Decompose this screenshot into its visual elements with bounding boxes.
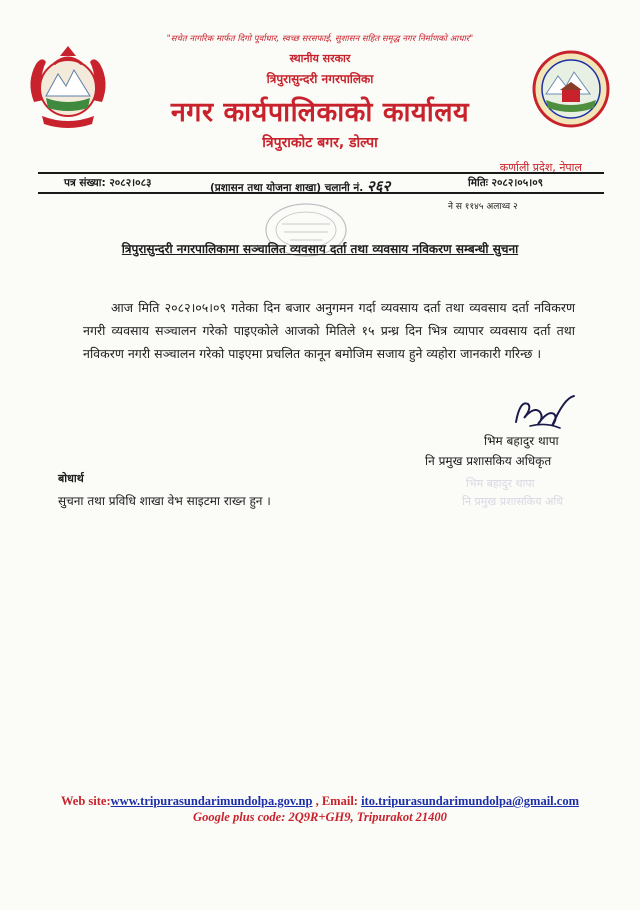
- bleed-through-designation: नि प्रमुख प्रशासकिय अधि: [462, 495, 563, 508]
- email-link[interactable]: ito.tripurasundarimundolpa@gmail.com: [361, 794, 579, 808]
- letterhead-motto: "सचेत नागरिक मार्फत दिगो पूर्वाधार, स्वच्छ सरसफाई, सुशासन सहित समृद्ध नगर निर्माणको आधार": [166, 34, 474, 44]
- municipality-name: त्रिपुरासुन्दरी नगरपालिका: [266, 72, 374, 86]
- dispatch-number: २६२: [366, 177, 391, 195]
- dispatch-label: (प्रशासन तथा योजना शाखा) चलानी नं.: [210, 182, 364, 194]
- government-label: स्थानीय सरकार: [289, 52, 351, 65]
- footer-contact: [0, 794, 640, 809]
- letter-subject: त्रिपुरासुन्दरी नगरपालिकामा सञ्चालित व्यवसाय दर्ता तथा व्यवसाय नविकरण सम्बन्धी सुचना: [121, 242, 519, 256]
- office-address: त्रिपुराकोट बगर, डोल्पा: [262, 135, 378, 151]
- nepal-samvat-date: ने स ११४५ अलाथ्व २: [448, 202, 518, 212]
- letter-date: मितिः २०८२।०५।०९: [468, 177, 544, 189]
- email-label: , Email:: [312, 794, 362, 808]
- cc-recipient: सुचना तथा प्रविधि शाखा वेभ साइटमा राख्न हुन ।: [58, 494, 271, 508]
- handwritten-signature-icon: [510, 392, 580, 436]
- office-title: नगर कार्यपालिकाको कार्यालय: [170, 97, 470, 128]
- signatory-name: भिम बहादुर थापा: [484, 434, 559, 448]
- google-plus-code: Google plus code: 2Q9R+GH9, Tripurakot 21400: [193, 810, 447, 824]
- website-link[interactable]: www.tripurasundarimundolpa.gov.np: [110, 794, 313, 808]
- letter-body: आज मिति २०८२।०५।०९ गतेका दिन बजार अनुगमन गर्दा व्यवसाय दर्ता तथा व्यवसाय दर्ता नविकरण नगरी व्यवसाय सञ्चालन गरेको पाइएकोले आजको मितिले १५ प्रन्ध्र दिन भित्र व्यापार व्यवसाय दर्ता तथा नविकरण नगरी सञ्चालन गरेको पाइएमा प्रचलित कानून बमोजिम सजाय हुने व्यहोरा जानकारी गरिन्छ ।: [83, 300, 575, 361]
- website-label: Web site:: [61, 794, 111, 808]
- header-rule-bottom: [38, 192, 604, 194]
- letter-number: पत्र संख्या: २०८२।०८३: [64, 177, 152, 189]
- bleed-through-name: भिम बहादुर थापा: [466, 477, 535, 490]
- signatory-designation: नि प्रमुख प्रशासकिय अधिकृत: [425, 454, 552, 468]
- province-label: कर्णाली प्रदेश, नेपाल: [499, 161, 582, 174]
- cc-label: बोधार्थ: [58, 472, 84, 485]
- header-rule-top: [38, 172, 604, 174]
